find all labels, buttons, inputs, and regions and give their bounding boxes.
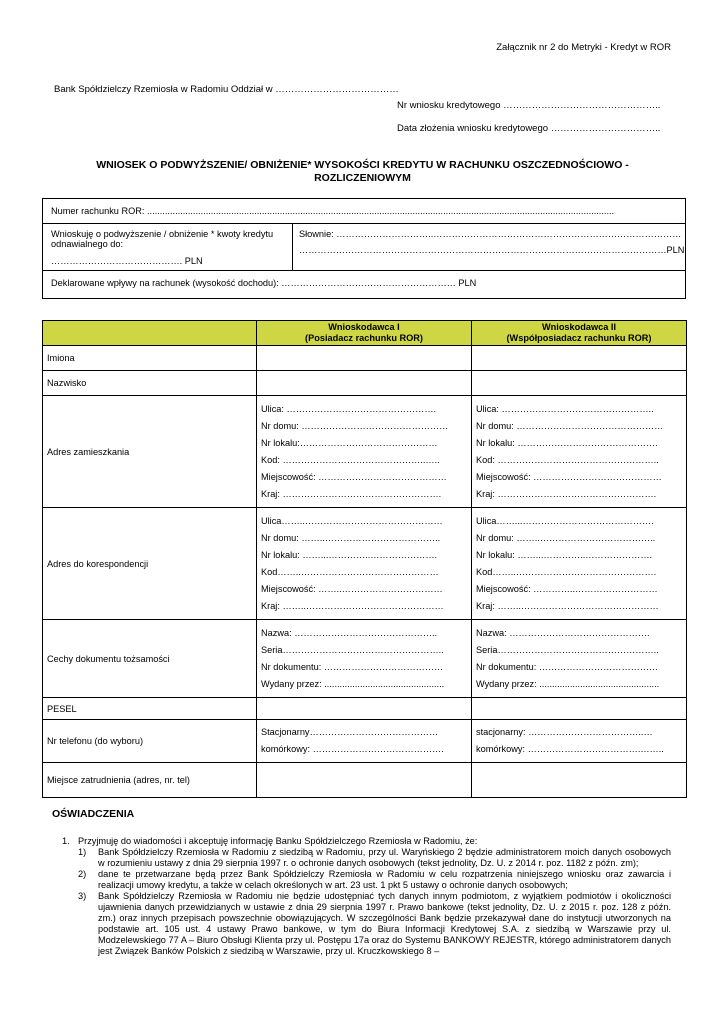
row-label-id-document: Cechy dokumentu tożsamości <box>43 620 257 698</box>
row-label-surname: Nazwisko <box>43 371 257 396</box>
amount-words-field-2[interactable]: …………………………………………………………………………………………………………PLN <box>299 245 685 255</box>
correspondence-fields-1[interactable]: Ulica……..……………………………………… Nr domu: ……..……………………………….. Nr lokalu: ……...…………..…………………. Kod……..……………………………………… Miejscowość: ……..…………………………… Kraj: ……..……………………………………… <box>257 508 472 620</box>
surname-field-1[interactable] <box>257 371 472 396</box>
address-fields-2[interactable]: Ulica: ………………………………………….. Nr domu: ………………………………………… Nr lokalu: ………………………………………. Kod: …………………………………………….. Miejscowość: …………………………………… Kraj: ……………………………………………. <box>472 396 687 508</box>
employment-field-2[interactable] <box>472 763 687 798</box>
request-box <box>42 198 686 299</box>
application-date-field[interactable]: Data złożenia wniosku kredytowego …………………………….. <box>397 123 661 134</box>
row-label-phone: Nr telefonu (do wyboru) <box>43 720 257 763</box>
list-item: 3) Bank Spółdzielczy Rzemiosła w Radomiu nie będzie udostępniać tych danych innym podmiotom, z wyjątkiem podmiotów i okoliczności ujawnienia danych przewidzianych w ustawie z dnia 29 sierpnia 1997 r. Prawo bankowe (tekst jednolity, Dz. U. z 2015 r. poz. 128 z późn. zm.) oraz innych przepisach powszechnie obowiązujących. W szczególności Bank będzie przekazywał dane do instytucji utworzonych na podstawie art. 105 ust. 4 ustawy Prawo bankowe, w tym do Biura Informacji Kredytowej S.A. z siedzibą w Warszawie przy ul. Modzelewskiego 77 A – Biuro Obsługi Klienta przy ul. Postępu 17a oraz do Systemu BANKOWY REJESTR, którego administratorem danych jest Związek Banków Polskich z siedzibą w Warszawie, przy ul. Kruczkowskiego 8 – <box>78 891 671 956</box>
names-field-2[interactable] <box>472 346 687 371</box>
employment-field-1[interactable] <box>257 763 472 798</box>
title-line-2: ROZLICZENIOWYM <box>314 172 411 184</box>
row-label-employment: Miejsce zatrudnienia (adres, nr. tel) <box>43 763 257 798</box>
list-item: 1. Przyjmuję do wiadomości i akceptuję informację Banku Spółdzielczego Rzemiosła w Radomiu, że: <box>62 836 478 846</box>
list-item: 1) Bank Spółdzielczy Rzemiosła w Radomiu z siedzibą w Radomiu, przy ul. Waryńskiego 2 będzie administratorem moich danych osobowych w rozumieniu ustawy z dnia 29 sierpnia 1997 r. o ochronie danych osobowych (tekst jednolity, Dz. U. z 2014 r. poz. 1182 z późn. zm); <box>78 847 671 868</box>
table-header-blank <box>43 321 257 346</box>
bank-branch-field[interactable]: Bank Spółdzielczy Rzemiosła w Radomiu Oddział w ………………………………… <box>54 84 399 95</box>
pesel-field-1[interactable] <box>257 698 472 720</box>
annex-label: Załącznik nr 2 do Metryki - Kredyt w ROR <box>496 42 671 53</box>
phone-fields-1[interactable]: Stacjonarny…………………………………… komórkowy: ……………………………………. <box>257 720 472 763</box>
request-label: Wnioskuję o podwyższenie / obniżenie * kwoty kredytu odnawialnego do: <box>51 229 274 249</box>
applicants-table <box>42 320 687 798</box>
applicant-2-header: Wnioskodawca II (Współposiadacz rachunku ROR) <box>472 321 687 346</box>
page-title <box>54 159 671 185</box>
pesel-field-2[interactable] <box>472 698 687 720</box>
account-number-field[interactable]: Numer rachunku ROR: ....................................................................................................................................................................................... <box>51 206 615 216</box>
surname-field-2[interactable] <box>472 371 687 396</box>
amount-field[interactable]: ……………………………………. PLN <box>51 256 203 266</box>
id-fields-2[interactable]: Nazwa: ………………………………………. Seria…………………………………………….. Nr dokumentu: ………………………………… Wydany przez: ............................................... <box>472 620 687 698</box>
correspondence-fields-2[interactable]: Ulica……...……………………………………. Nr domu: ……..……………………………….. Nr lokalu: ……...…………..…………………. Kod……..………………………………………. Miejscowość: …………..……………………… Kraj: ……..……………………………………… <box>472 508 687 620</box>
row-label-names: Imiona <box>43 346 257 371</box>
applicant-1-header: Wnioskodawca I (Posiadacz rachunku ROR) <box>257 321 472 346</box>
row-label-pesel: PESEL <box>43 698 257 720</box>
application-number-field[interactable]: Nr wniosku kredytowego ………………………………………….. <box>397 100 661 111</box>
declared-income-field[interactable]: Deklarowane wpływy na rachunek (wysokość dochodu): ………………………………………………… PLN <box>51 278 477 288</box>
statements-list <box>54 836 671 957</box>
row-label-correspondence: Adres do korespondencji <box>43 508 257 620</box>
phone-fields-2[interactable]: stacjonarny: ………………………………..… komórkowy: ……………………………….…….. <box>472 720 687 763</box>
statements-heading: OŚWIADCZENIA <box>52 808 135 820</box>
amount-words-field[interactable]: Słownie: …………………………..……………………………………………………………………… <box>299 229 682 239</box>
row-label-address: Adres zamieszkania <box>43 396 257 508</box>
names-field-1[interactable] <box>257 346 472 371</box>
address-fields-1[interactable]: Ulica: …………………………………………. Nr domu: ………………………………………… Nr lokalu:……………………………………… Kod: ………………………………………..….. Miejscowość: …………………………………… Kraj: ……………………………………………. <box>257 396 472 508</box>
list-item: 2) dane te przetwarzane będą przez Bank Spółdzielczy Rzemiosła w Radomiu w celu rozpatrzenia niniejszego wniosku oraz zawarcia i realizacji umowy kredytu, a także w celach określonych w art. 23 ust. 1 pkt 5 ustawy o ochronie danych osobowych; <box>78 869 671 890</box>
id-fields-1[interactable]: Nazwa: ……………………………………….. Seria…………………………………………….. Nr dokumentu: ………………………………… Wydany przez: ............................................... <box>257 620 472 698</box>
title-line-1: WNIOSEK O PODWYŻSZENIE/ OBNIŻENIE* WYSOKOŚCI KREDYTU W RACHUNKU OSZCZEDNOŚCIOWO - <box>96 159 629 171</box>
